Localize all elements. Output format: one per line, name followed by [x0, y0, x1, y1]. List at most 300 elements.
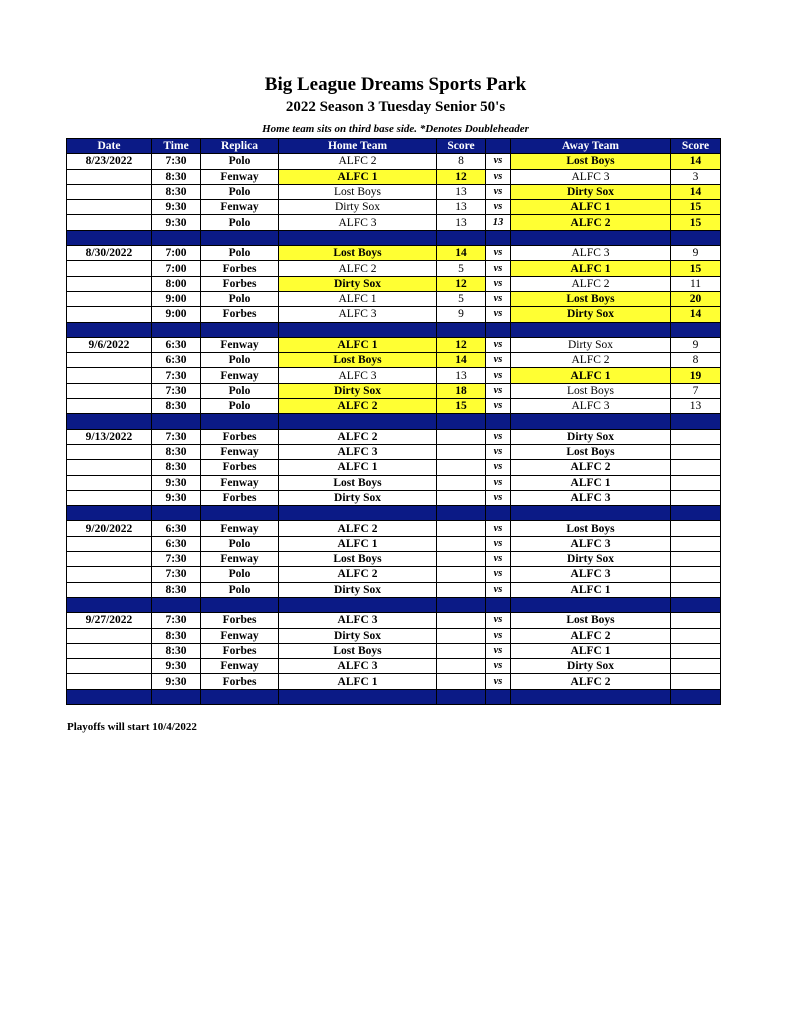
- game-row: [67, 276, 721, 291]
- playoffs-note: Playoffs will start 10/4/2022: [67, 721, 197, 733]
- away-score: 14: [671, 307, 721, 322]
- game-row: [67, 521, 721, 536]
- separator-cell: [437, 689, 486, 704]
- game-replica: Forbes: [201, 490, 279, 505]
- week-separator: [67, 689, 721, 704]
- away-team: Dirty Sox: [511, 552, 671, 567]
- game-time: 6:30: [152, 521, 201, 536]
- game-replica: Forbes: [201, 307, 279, 322]
- home-team: Dirty Sox: [279, 276, 437, 291]
- game-replica: Forbes: [201, 643, 279, 658]
- game-date: [67, 628, 152, 643]
- separator-cell: [279, 414, 437, 429]
- separator-cell: [671, 322, 721, 337]
- home-team: Lost Boys: [279, 643, 437, 658]
- away-score: [671, 536, 721, 551]
- away-team: ALFC 2: [511, 628, 671, 643]
- game-row: [67, 475, 721, 490]
- week-separator: [67, 230, 721, 245]
- home-score: 13: [437, 215, 486, 230]
- separator-cell: [671, 689, 721, 704]
- col-home-team: Home Team: [279, 139, 437, 154]
- game-row: [67, 536, 721, 551]
- game-replica: Polo: [201, 353, 279, 368]
- away-score: [671, 613, 721, 628]
- game-date: [67, 353, 152, 368]
- home-score: [437, 536, 486, 551]
- game-row: [67, 659, 721, 674]
- separator-cell: [67, 414, 152, 429]
- separator-cell: [437, 414, 486, 429]
- home-team: Lost Boys: [279, 552, 437, 567]
- game-date: 8/30/2022: [67, 246, 152, 261]
- away-score: 3: [671, 169, 721, 184]
- game-row: [67, 383, 721, 398]
- home-score: [437, 552, 486, 567]
- separator-cell: [279, 597, 437, 612]
- away-team: Dirty Sox: [511, 307, 671, 322]
- game-replica: Fenway: [201, 444, 279, 459]
- game-row: [67, 444, 721, 459]
- game-date: [67, 674, 152, 689]
- game-time: 8:30: [152, 460, 201, 475]
- separator-cell: [201, 597, 279, 612]
- page-subtitle: 2022 Season 3 Tuesday Senior 50's: [285, 99, 506, 115]
- col-time: Time: [152, 139, 201, 154]
- game-row: [67, 460, 721, 475]
- home-team: Dirty Sox: [279, 582, 437, 597]
- separator-cell: [152, 230, 201, 245]
- vs-label: vs: [486, 246, 511, 261]
- away-team: Lost Boys: [511, 291, 671, 306]
- game-date: [67, 261, 152, 276]
- home-score: 12: [437, 276, 486, 291]
- separator-cell: [279, 322, 437, 337]
- separator-cell: [67, 597, 152, 612]
- home-score: 9: [437, 307, 486, 322]
- vs-label: vs: [486, 444, 511, 459]
- vs-label: vs: [486, 276, 511, 291]
- away-team: Lost Boys: [511, 383, 671, 398]
- away-score: 9: [671, 337, 721, 352]
- game-row: [67, 552, 721, 567]
- home-team: ALFC 3: [279, 307, 437, 322]
- game-row: [67, 353, 721, 368]
- home-score: [437, 674, 486, 689]
- game-replica: Fenway: [201, 337, 279, 352]
- game-time: 9:30: [152, 490, 201, 505]
- away-team: ALFC 3: [511, 399, 671, 414]
- away-score: 14: [671, 184, 721, 199]
- separator-cell: [152, 689, 201, 704]
- game-date: [67, 582, 152, 597]
- game-date: [67, 643, 152, 658]
- game-row: [67, 368, 721, 383]
- home-score: [437, 659, 486, 674]
- away-score: [671, 521, 721, 536]
- game-time: 8:00: [152, 276, 201, 291]
- game-date: [67, 552, 152, 567]
- vs-label: vs: [486, 475, 511, 490]
- home-team: Lost Boys: [279, 353, 437, 368]
- game-time: 8:30: [152, 643, 201, 658]
- separator-cell: [67, 689, 152, 704]
- game-date: [67, 399, 152, 414]
- game-time: 8:30: [152, 444, 201, 459]
- home-team: ALFC 1: [279, 169, 437, 184]
- away-team: ALFC 1: [511, 643, 671, 658]
- away-score: [671, 567, 721, 582]
- game-date: 9/27/2022: [67, 613, 152, 628]
- game-row: [67, 169, 721, 184]
- game-row: [67, 490, 721, 505]
- home-score: 12: [437, 337, 486, 352]
- game-replica: Polo: [201, 246, 279, 261]
- separator-cell: [437, 230, 486, 245]
- home-team: ALFC 3: [279, 444, 437, 459]
- home-score: [437, 643, 486, 658]
- game-row: [67, 154, 721, 169]
- separator-cell: [486, 597, 511, 612]
- game-row: [67, 291, 721, 306]
- game-replica: Fenway: [201, 169, 279, 184]
- schedule-body: [67, 154, 721, 705]
- separator-cell: [279, 230, 437, 245]
- game-row: [67, 307, 721, 322]
- game-replica: Forbes: [201, 674, 279, 689]
- separator-cell: [201, 414, 279, 429]
- game-date: [67, 444, 152, 459]
- away-score: [671, 475, 721, 490]
- game-date: 8/23/2022: [67, 154, 152, 169]
- away-team: Lost Boys: [511, 613, 671, 628]
- game-time: 9:30: [152, 215, 201, 230]
- away-score: 7: [671, 383, 721, 398]
- game-time: 9:30: [152, 475, 201, 490]
- away-team: ALFC 3: [511, 567, 671, 582]
- separator-cell: [671, 597, 721, 612]
- home-score: 14: [437, 353, 486, 368]
- game-time: 7:30: [152, 154, 201, 169]
- game-replica: Polo: [201, 567, 279, 582]
- vs-label: vs: [486, 582, 511, 597]
- away-team: ALFC 3: [511, 536, 671, 551]
- col-replica: Replica: [201, 139, 279, 154]
- home-score: 13: [437, 184, 486, 199]
- game-date: [67, 475, 152, 490]
- game-replica: Polo: [201, 154, 279, 169]
- home-score: 8: [437, 154, 486, 169]
- separator-cell: [152, 414, 201, 429]
- home-team: ALFC 1: [279, 536, 437, 551]
- game-time: 7:30: [152, 429, 201, 444]
- separator-cell: [201, 322, 279, 337]
- separator-cell: [511, 322, 671, 337]
- home-team: ALFC 2: [279, 521, 437, 536]
- away-team: Dirty Sox: [511, 429, 671, 444]
- home-team: Dirty Sox: [279, 383, 437, 398]
- home-team: ALFC 1: [279, 337, 437, 352]
- game-replica: Polo: [201, 291, 279, 306]
- home-score: 14: [437, 246, 486, 261]
- game-time: 8:30: [152, 169, 201, 184]
- game-replica: Polo: [201, 536, 279, 551]
- home-team: Lost Boys: [279, 246, 437, 261]
- game-date: [67, 169, 152, 184]
- game-time: 7:30: [152, 552, 201, 567]
- away-score: [671, 444, 721, 459]
- game-date: [67, 200, 152, 215]
- separator-cell: [511, 689, 671, 704]
- vs-label: vs: [486, 184, 511, 199]
- game-time: 8:30: [152, 399, 201, 414]
- separator-cell: [67, 506, 152, 521]
- game-replica: Polo: [201, 383, 279, 398]
- separator-cell: [486, 506, 511, 521]
- vs-label: vs: [486, 307, 511, 322]
- away-score: 11: [671, 276, 721, 291]
- col-home-score: Score: [437, 139, 486, 154]
- vs-label: vs: [486, 291, 511, 306]
- home-score: 18: [437, 383, 486, 398]
- vs-label: vs: [486, 383, 511, 398]
- week-separator: [67, 414, 721, 429]
- home-team: ALFC 3: [279, 215, 437, 230]
- home-score: 15: [437, 399, 486, 414]
- home-team: ALFC 2: [279, 399, 437, 414]
- away-score: 15: [671, 215, 721, 230]
- separator-cell: [437, 597, 486, 612]
- game-date: [67, 368, 152, 383]
- vs-label: vs: [486, 674, 511, 689]
- home-team: ALFC 2: [279, 429, 437, 444]
- game-date: [67, 184, 152, 199]
- col-date: Date: [67, 139, 152, 154]
- vs-label: vs: [486, 536, 511, 551]
- away-score: [671, 674, 721, 689]
- home-team: ALFC 2: [279, 154, 437, 169]
- vs-label: vs: [486, 460, 511, 475]
- home-score: 5: [437, 261, 486, 276]
- vs-label: vs: [486, 490, 511, 505]
- game-row: [67, 643, 721, 658]
- game-time: 6:30: [152, 337, 201, 352]
- vs-label: vs: [486, 353, 511, 368]
- separator-cell: [486, 414, 511, 429]
- game-row: [67, 200, 721, 215]
- game-time: 8:30: [152, 184, 201, 199]
- home-team: Lost Boys: [279, 184, 437, 199]
- away-score: 8: [671, 353, 721, 368]
- game-replica: Fenway: [201, 628, 279, 643]
- vs-label: vs: [486, 552, 511, 567]
- separator-cell: [67, 322, 152, 337]
- game-date: [67, 567, 152, 582]
- game-row: [67, 184, 721, 199]
- separator-cell: [671, 506, 721, 521]
- separator-cell: [671, 414, 721, 429]
- away-score: 15: [671, 200, 721, 215]
- game-replica: Forbes: [201, 276, 279, 291]
- game-time: 9:30: [152, 659, 201, 674]
- separator-cell: [486, 689, 511, 704]
- separator-cell: [152, 597, 201, 612]
- away-team: ALFC 1: [511, 475, 671, 490]
- game-row: [67, 429, 721, 444]
- home-score: 12: [437, 169, 486, 184]
- separator-cell: [511, 506, 671, 521]
- separator-cell: [486, 230, 511, 245]
- vs-label: vs: [486, 643, 511, 658]
- away-score: [671, 490, 721, 505]
- away-team: ALFC 3: [511, 246, 671, 261]
- vs-label: vs: [486, 169, 511, 184]
- game-time: 8:30: [152, 628, 201, 643]
- game-time: 6:30: [152, 353, 201, 368]
- game-replica: Fenway: [201, 475, 279, 490]
- game-replica: Fenway: [201, 552, 279, 567]
- away-score: 19: [671, 368, 721, 383]
- home-team: ALFC 1: [279, 460, 437, 475]
- away-score: [671, 643, 721, 658]
- game-replica: Forbes: [201, 613, 279, 628]
- home-team: Dirty Sox: [279, 628, 437, 643]
- home-score: [437, 460, 486, 475]
- game-date: [67, 536, 152, 551]
- away-score: 13: [671, 399, 721, 414]
- game-replica: Fenway: [201, 659, 279, 674]
- home-score: [437, 444, 486, 459]
- away-team: ALFC 2: [511, 276, 671, 291]
- separator-cell: [152, 322, 201, 337]
- game-date: [67, 460, 152, 475]
- game-time: 7:30: [152, 567, 201, 582]
- home-team: Dirty Sox: [279, 490, 437, 505]
- home-score: [437, 521, 486, 536]
- game-replica: Forbes: [201, 261, 279, 276]
- doubleheader-note: Home team sits on third base side. *Denotes Doubleheader: [262, 123, 529, 135]
- away-team: ALFC 3: [511, 169, 671, 184]
- home-team: ALFC 2: [279, 567, 437, 582]
- game-time: 7:00: [152, 246, 201, 261]
- game-date: [67, 383, 152, 398]
- game-date: [67, 659, 152, 674]
- separator-cell: [671, 230, 721, 245]
- away-score: [671, 628, 721, 643]
- away-score: [671, 460, 721, 475]
- game-replica: Polo: [201, 184, 279, 199]
- away-score: 20: [671, 291, 721, 306]
- vs-label: vs: [486, 613, 511, 628]
- game-time: 9:30: [152, 674, 201, 689]
- home-team: ALFC 3: [279, 613, 437, 628]
- game-replica: Fenway: [201, 521, 279, 536]
- away-team: Dirty Sox: [511, 337, 671, 352]
- separator-cell: [67, 230, 152, 245]
- vs-label: vs: [486, 337, 511, 352]
- away-score: 15: [671, 261, 721, 276]
- separator-cell: [201, 689, 279, 704]
- game-time: 9:00: [152, 307, 201, 322]
- separator-cell: [486, 322, 511, 337]
- col-vs: [486, 139, 511, 154]
- home-score: 13: [437, 200, 486, 215]
- game-time: 7:30: [152, 368, 201, 383]
- game-row: [67, 582, 721, 597]
- away-team: ALFC 2: [511, 460, 671, 475]
- vs-label: vs: [486, 659, 511, 674]
- game-row: [67, 628, 721, 643]
- away-team: ALFC 1: [511, 582, 671, 597]
- week-separator: [67, 322, 721, 337]
- home-score: [437, 475, 486, 490]
- separator-cell: [201, 506, 279, 521]
- away-team: ALFC 1: [511, 368, 671, 383]
- away-score: [671, 582, 721, 597]
- col-away-team: Away Team: [511, 139, 671, 154]
- home-team: ALFC 2: [279, 261, 437, 276]
- game-row: [67, 567, 721, 582]
- week-separator: [67, 506, 721, 521]
- home-team: Lost Boys: [279, 475, 437, 490]
- away-score: [671, 552, 721, 567]
- vs-label: vs: [486, 261, 511, 276]
- away-team: Dirty Sox: [511, 659, 671, 674]
- away-team: ALFC 1: [511, 200, 671, 215]
- game-time: 8:30: [152, 582, 201, 597]
- game-time: 6:30: [152, 536, 201, 551]
- week-separator: [67, 597, 721, 612]
- separator-cell: [437, 506, 486, 521]
- away-score: 14: [671, 154, 721, 169]
- away-score: [671, 659, 721, 674]
- game-row: [67, 246, 721, 261]
- game-date: [67, 291, 152, 306]
- vs-label: vs: [486, 628, 511, 643]
- game-row: [67, 215, 721, 230]
- home-score: [437, 613, 486, 628]
- game-date: [67, 307, 152, 322]
- game-replica: Forbes: [201, 429, 279, 444]
- away-score: [671, 429, 721, 444]
- game-row: [67, 261, 721, 276]
- game-replica: Fenway: [201, 368, 279, 383]
- home-score: [437, 490, 486, 505]
- separator-cell: [437, 322, 486, 337]
- away-team: Dirty Sox: [511, 184, 671, 199]
- game-time: 7:30: [152, 383, 201, 398]
- home-score: [437, 567, 486, 582]
- home-score: [437, 429, 486, 444]
- game-row: [67, 399, 721, 414]
- separator-cell: [511, 597, 671, 612]
- game-replica: Polo: [201, 399, 279, 414]
- game-row: [67, 613, 721, 628]
- away-score: 9: [671, 246, 721, 261]
- separator-cell: [279, 506, 437, 521]
- vs-label: vs: [486, 567, 511, 582]
- game-row: [67, 337, 721, 352]
- game-date: [67, 215, 152, 230]
- game-replica: Polo: [201, 582, 279, 597]
- away-team: ALFC 1: [511, 261, 671, 276]
- vs-label: vs: [486, 154, 511, 169]
- home-team: ALFC 1: [279, 674, 437, 689]
- vs-label: vs: [486, 200, 511, 215]
- game-date: [67, 276, 152, 291]
- game-time: 9:30: [152, 200, 201, 215]
- home-team: ALFC 3: [279, 659, 437, 674]
